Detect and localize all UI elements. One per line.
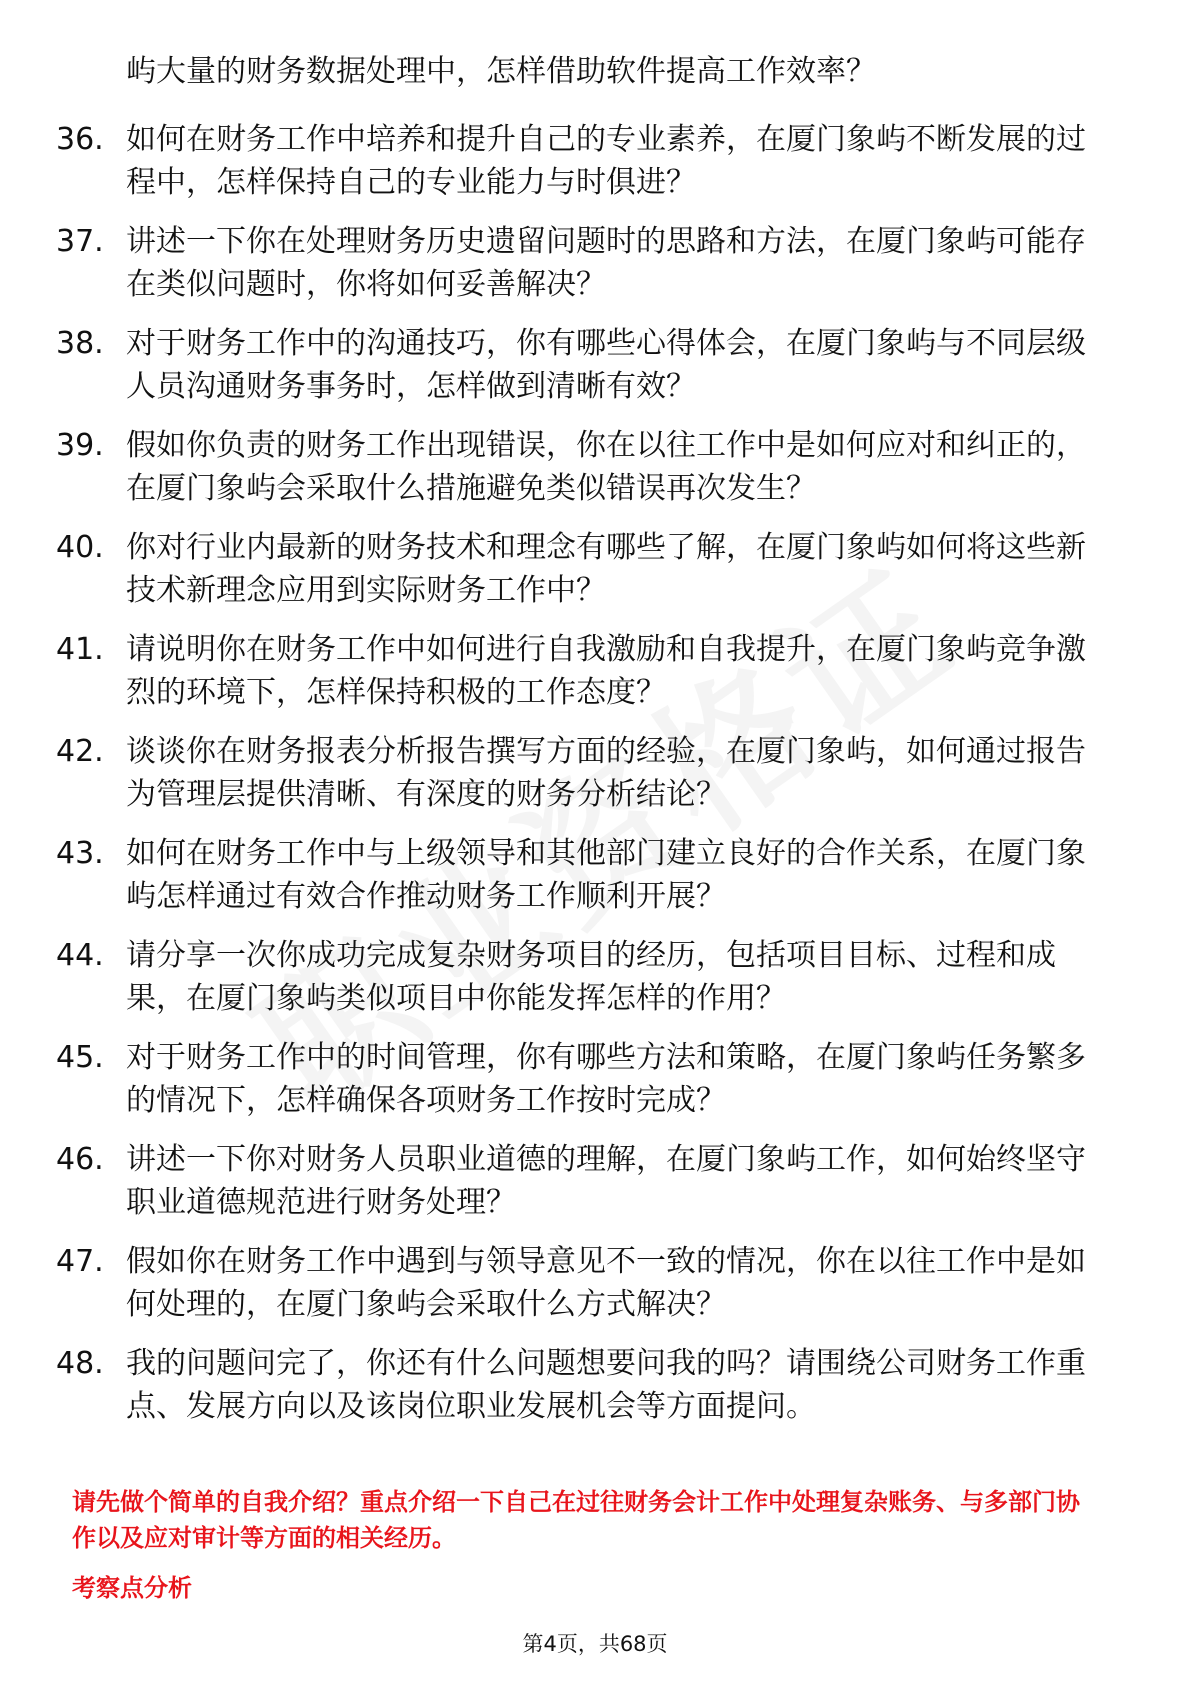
question-item bbox=[0, 526, 1190, 628]
question-text: 假如你在财务工作中遇到与领导意见不一致的情况，你在以往工作中是如何处理的，在厦门象屿会采取什么方式解决？ bbox=[126, 1244, 1086, 1322]
question-number: 41. bbox=[56, 632, 104, 667]
question-item bbox=[0, 1240, 1190, 1342]
question-number: 48. bbox=[56, 1346, 104, 1381]
question-text: 我的问题问完了，你还有什么问题想要问我的吗？请围绕公司财务工作重点、发展方向以及该岗位职业发展机会等方面提问。 bbox=[126, 1346, 1086, 1424]
question-number: 46. bbox=[56, 1142, 104, 1177]
question-number: 38. bbox=[56, 326, 104, 361]
question-item bbox=[0, 1036, 1190, 1138]
question-number: 45. bbox=[56, 1040, 104, 1075]
question-number: 36. bbox=[56, 122, 104, 157]
question-number: 40. bbox=[56, 530, 104, 565]
question-item bbox=[0, 730, 1190, 832]
question-item bbox=[0, 118, 1190, 220]
question-text: 讲述一下你在处理财务历史遗留问题时的思路和方法，在厦门象屿可能存在类似问题时，你将如何妥善解决？ bbox=[126, 224, 1086, 302]
question-number: 44. bbox=[56, 938, 104, 973]
question-item bbox=[0, 934, 1190, 1036]
question-text: 谈谈你在财务报表分析报告撰写方面的经验，在厦门象屿，如何通过报告为管理层提供清晰、有深度的财务分析结论？ bbox=[126, 734, 1086, 812]
question-item bbox=[0, 1342, 1190, 1444]
question-text: 你对行业内最新的财务技术和理念有哪些了解，在厦门象屿如何将这些新技术新理念应用到实际财务工作中？ bbox=[126, 530, 1086, 608]
question-number: 43. bbox=[56, 836, 104, 871]
question-number: 42. bbox=[56, 734, 104, 769]
question-item bbox=[0, 628, 1190, 730]
question-list bbox=[0, 118, 1190, 1444]
page-number: 第4页，共68页 bbox=[522, 1632, 668, 1656]
question-number: 47. bbox=[56, 1244, 104, 1279]
question-item bbox=[0, 424, 1190, 526]
question-text: 请分享一次你成功完成复杂财务项目的经历，包括项目目标、过程和成果，在厦门象屿类似项目中你能发挥怎样的作用？ bbox=[126, 938, 1056, 1016]
question-text: 如何在财务工作中培养和提升自己的专业素养，在厦门象屿不断发展的过程中，怎样保持自己的专业能力与时俱进？ bbox=[126, 122, 1086, 200]
question-number: 37. bbox=[56, 224, 104, 259]
question-item bbox=[0, 322, 1190, 424]
question-text: 对于财务工作中的时间管理，你有哪些方法和策略，在厦门象屿任务繁多的情况下，怎样确保各项财务工作按时完成？ bbox=[126, 1040, 1086, 1118]
highlight-question: 请先做个简单的自我介绍？重点介绍一下自己在过往财务会计工作中处理复杂账务、与多部门协作以及应对审计等方面的相关经历。 bbox=[72, 1488, 1080, 1552]
question-text: 讲述一下你对财务人员职业道德的理解，在厦门象屿工作，如何始终坚守职业道德规范进行财务处理？ bbox=[126, 1142, 1086, 1220]
question-item bbox=[0, 832, 1190, 934]
question-text: 如何在财务工作中与上级领导和其他部门建立良好的合作关系，在厦门象屿怎样通过有效合作推动财务工作顺利开展？ bbox=[126, 836, 1086, 914]
continuation-text: 屿大量的财务数据处理中，怎样借助软件提高工作效率？ bbox=[126, 54, 876, 89]
question-text: 对于财务工作中的沟通技巧，你有哪些心得体会，在厦门象屿与不同层级人员沟通财务事务时，怎样做到清晰有效？ bbox=[126, 326, 1086, 404]
question-text: 请说明你在财务工作中如何进行自我激励和自我提升，在厦门象屿竞争激烈的环境下，怎样保持积极的工作态度？ bbox=[126, 632, 1086, 710]
question-item bbox=[0, 220, 1190, 322]
question-item bbox=[0, 1138, 1190, 1240]
question-number: 39. bbox=[56, 428, 104, 463]
question-text: 假如你负责的财务工作出现错误，你在以往工作中是如何应对和纠正的，在厦门象屿会采取什么措施避免类似错误再次发生？ bbox=[126, 428, 1086, 506]
analysis-heading: 考察点分析 bbox=[72, 1574, 192, 1602]
